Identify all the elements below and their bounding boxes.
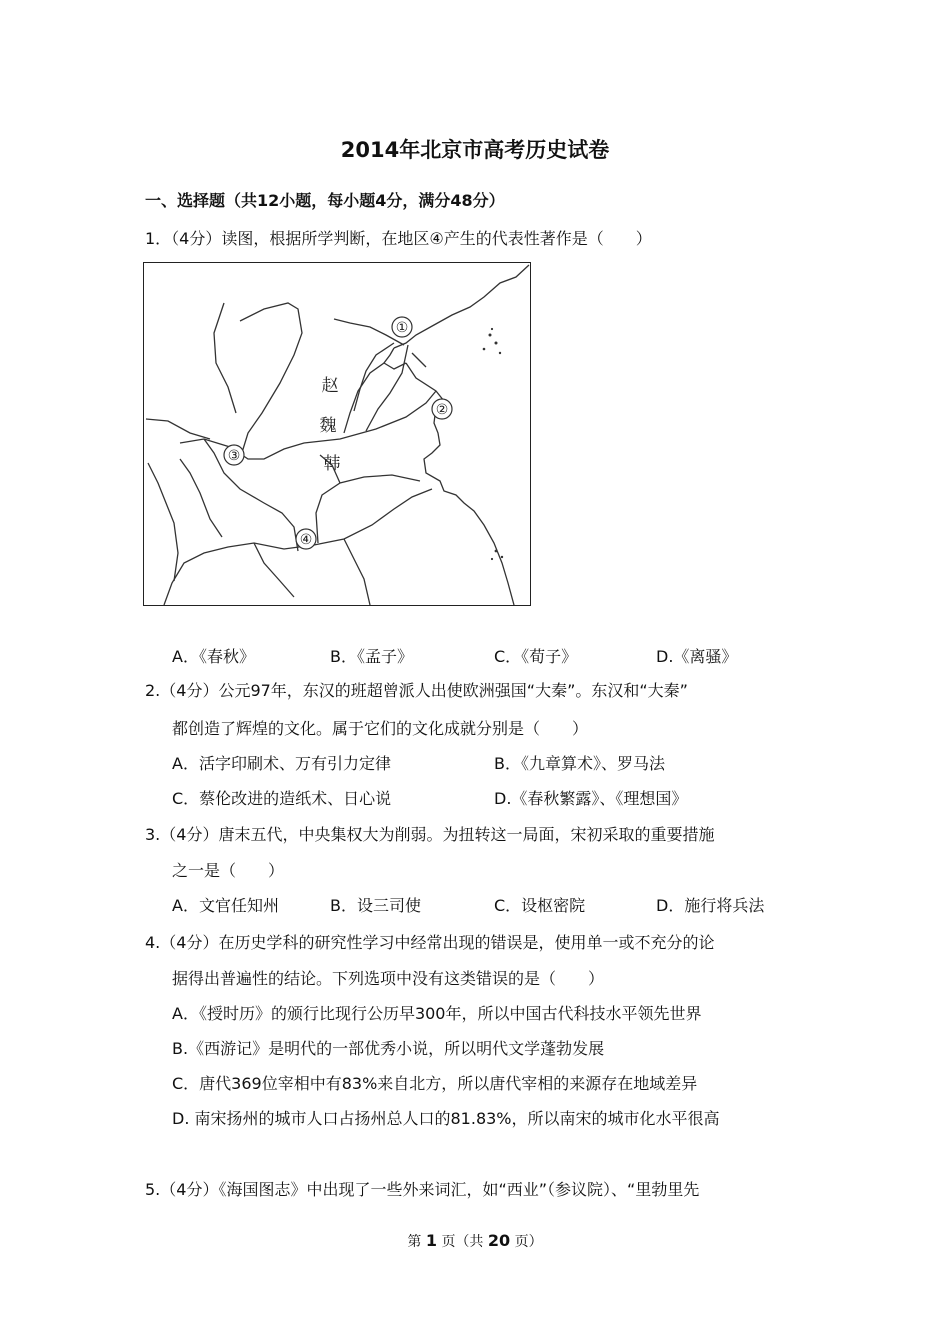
- river-han: [204, 439, 298, 551]
- marker-4: ④: [299, 532, 313, 548]
- q3-option-b: B．设三司使: [330, 896, 421, 915]
- footer-page-number: 1: [425, 1231, 437, 1250]
- q3-option-d: D．施行将兵法: [656, 896, 765, 915]
- question-2-stem-line-1: 2.（4分）公元97年，东汉的班超曾派人出使欧洲强国“大秦”。东汉和“大秦”: [145, 681, 688, 700]
- question-1-stem: 1．（4分）读图，根据所学判断，在地区④产生的代表性著作是（ ）: [145, 229, 652, 248]
- question-2-stem-line-2: 都创造了辉煌的文化。属于它们的文化成就分别是（ ）: [172, 719, 589, 738]
- q1-option-b: B．《孟子》: [330, 647, 413, 666]
- river-b: [354, 343, 394, 411]
- page-title: 2014年北京市高考历史试卷: [340, 138, 610, 162]
- map-drawing: [144, 263, 530, 605]
- q4-option-d: D. 南宋扬州的城市人口占扬州总人口的81.83%，所以南宋的城市化水平很高: [172, 1109, 720, 1128]
- river-gan: [344, 539, 370, 605]
- yellow-river: [180, 391, 436, 459]
- footer-prefix: 第: [407, 1234, 422, 1250]
- river-xiang: [254, 543, 294, 597]
- river-huai: [316, 475, 420, 543]
- section-heading: 一、选择题（共12小题，每小题4分，满分48分）: [145, 191, 505, 210]
- river-fen: [214, 303, 236, 413]
- q1-option-d: D.《离骚》: [656, 647, 738, 666]
- state-label-wei: 魏: [319, 416, 337, 436]
- q4-option-c: C．唐代369位宰相中有83%来自北方，所以唐代宰相的来源存在地域差异: [172, 1074, 698, 1093]
- marker-1: ①: [395, 320, 409, 336]
- q2-option-c: C．蔡伦改进的造纸术、日心说: [172, 789, 392, 808]
- marker-2: ②: [435, 402, 449, 418]
- coastline-east: [406, 363, 514, 605]
- marker-3: ③: [227, 448, 241, 464]
- footer-suffix: 页）: [514, 1234, 543, 1250]
- state-label-zhao: 赵: [321, 376, 339, 396]
- q2-option-d: D.《春秋繁露》、《理想国》: [494, 789, 688, 808]
- footer-total-pages: 20: [487, 1231, 511, 1250]
- map-figure: [143, 262, 531, 606]
- river-a: [344, 363, 384, 433]
- river-loop: [240, 303, 302, 459]
- question-5-stem-line-1: 5.（4分）《海国图志》中出现了一些外来词汇，如“西业”（参议院）、“里勃里先: [145, 1180, 700, 1199]
- state-label-han: 韩: [323, 454, 341, 474]
- q2-option-a: A．活字印刷术、万有引力定律: [172, 754, 391, 773]
- q4-option-a: A．《授时历》的颁行比现行公历早300年，所以中国古代科技水平领先世界: [172, 1004, 702, 1023]
- question-4-stem-line-2: 据得出普遍性的结论。下列选项中没有这类错误的是（ ）: [172, 969, 605, 988]
- river-e: [412, 353, 426, 367]
- question-3-stem-line-1: 3.（4分）唐末五代，中央集权大为削弱。为扭转这一局面，宋初采取的重要措施: [145, 825, 715, 844]
- page-footer: [0, 1231, 950, 1251]
- question-4-stem-line-1: 4.（4分）在历史学科的研究性学习中经常出现的错误是，使用单一或不充分的论: [145, 933, 715, 952]
- q1-option-c: C．《荀子》: [494, 647, 578, 666]
- question-3-stem-line-2: 之一是（ ）: [172, 861, 285, 880]
- footer-middle: 页（共: [441, 1234, 484, 1250]
- river-far-west: [148, 463, 178, 581]
- q3-option-a: A．文官任知州: [172, 896, 279, 915]
- q4-option-b: B.《西游记》是明代的一部优秀小说，所以明代文学蓬勃发展: [172, 1039, 605, 1058]
- q2-option-b: B．《九章算术》、罗马法: [494, 754, 665, 773]
- coastline-north: [394, 265, 529, 348]
- river-west-south: [180, 459, 222, 537]
- river-wei: [146, 419, 210, 439]
- bohai-bay: [384, 348, 406, 369]
- yangtze-river: [164, 489, 432, 605]
- q1-option-a: A．《春秋》: [172, 647, 255, 666]
- q3-option-c: C．设枢密院: [494, 896, 586, 915]
